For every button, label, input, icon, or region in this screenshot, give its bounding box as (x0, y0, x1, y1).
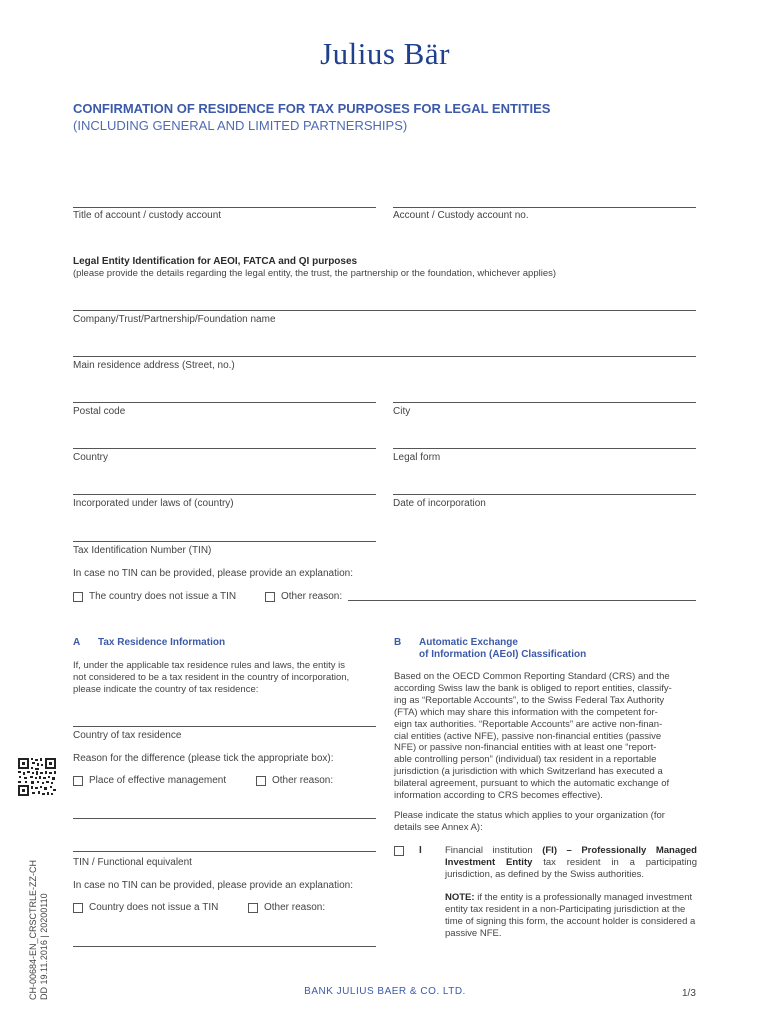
body-line: cial entities (active NFE), passive non-financial entities (passive (394, 730, 662, 742)
section-b-body (394, 671, 697, 802)
other-reason-field[interactable] (348, 600, 696, 601)
section-b-title-line2: of Information (AEoI) Classification (419, 649, 587, 660)
other-reason-checkbox[interactable] (265, 592, 275, 602)
a-other-reason-label: Other reason: (272, 775, 334, 786)
a-no-tin-label: Country does not issue a TIN (89, 902, 219, 913)
form-code-line2: DD 19.11.2016 | 20200110 (39, 893, 49, 1000)
tin-label: Tax Identification Number (TIN) (73, 545, 212, 556)
body-line: information according to CRS becomes effective). (394, 790, 603, 802)
section-a-intro (73, 660, 349, 696)
date-incorporation-field[interactable] (393, 494, 696, 495)
body-line: able controlling person” (individual) tax resident in a reportable (394, 754, 657, 766)
fi-note (445, 892, 697, 940)
fi-item-post: tax resident in a participating jurisdiction, as defined by the Swiss authorities. (445, 856, 697, 880)
a-tin-label: TIN / Functional equivalent (73, 857, 192, 868)
entity-name-label: Company/Trust/Partnership/Foundation name (73, 314, 276, 325)
postal-code-field[interactable] (73, 402, 376, 403)
form-code-vertical (28, 860, 50, 1000)
section-a-letter: A (73, 637, 81, 648)
country-field[interactable] (73, 448, 376, 449)
date-incorporation-label: Date of incorporation (393, 498, 486, 509)
tin-field[interactable] (73, 541, 376, 542)
legal-form-field[interactable] (393, 448, 696, 449)
body-line: (FTA) which may share this information with the competent for- (394, 706, 658, 718)
qr-code (17, 757, 57, 797)
note-text: if the entity is a professionally managed investment entity tax resident in a non-Participating jurisdiction at the time of signing this form, the account holder is considered a passive NFE. (445, 892, 696, 939)
a-no-tin-checkbox[interactable] (73, 903, 83, 913)
section-b-letter: B (394, 637, 402, 648)
legal-form-label: Legal form (393, 452, 441, 463)
item-numeral: I (419, 845, 422, 856)
page-subtitle: (INCLUDING GENERAL AND LIMITED PARTNERSHIPS) (73, 118, 408, 133)
intro-line: please indicate the country of tax residence: (73, 683, 259, 695)
footer-bank-name: BANK JULIUS BAER & CO. LTD. (304, 986, 466, 997)
body-line: jurisdiction (a jurisdiction with which Switzerland has executed a (394, 766, 663, 778)
body-line: NFE) or passive non-financial entities with at least one “report- (394, 742, 657, 754)
form-code-line1: CH-00684-EN_CRSCTRLE-ZZ-CH (28, 859, 38, 1000)
address-label: Main residence address (Street, no.) (73, 360, 235, 371)
a-other-reason2-checkbox[interactable] (248, 903, 258, 913)
a-other-reason-checkbox[interactable] (256, 776, 266, 786)
a-other-reason-field[interactable] (73, 818, 376, 819)
tax-residence-country-label: Country of tax residence (73, 730, 182, 741)
legal-entity-note: (please provide the details regarding the legal entity, the trust, the partnership or the foundation, whichever applies) (73, 268, 557, 279)
body-line: eign tax authorities. “Reportable Accounts” are active non-finan- (394, 718, 663, 730)
fi-item-text (445, 845, 697, 881)
entity-name-field[interactable] (73, 310, 696, 311)
account-title-field[interactable] (73, 207, 376, 208)
julius-baer-logo: Julius Bär (320, 36, 450, 71)
no-tin-text: In case no TIN can be provided, please provide an explanation: (73, 568, 353, 579)
fi-item-pre: Financial institution (445, 845, 543, 856)
place-management-checkbox[interactable] (73, 776, 83, 786)
body-line: ing as “Reportable Accounts”, to the Swiss Federal Tax Authority (394, 694, 665, 706)
body-line: bilateral agreement, pursuant to which the automatic exchange of (394, 778, 670, 790)
a-other-reason2-field[interactable] (73, 946, 376, 947)
intro-line: not considered to be a tax resident in the country of incorporation, (73, 671, 350, 683)
account-number-field[interactable] (393, 207, 696, 208)
legal-entity-heading: Legal Entity Identification for AEOI, FATCA and QI purposes (73, 256, 358, 267)
page-title: CONFIRMATION OF RESIDENCE FOR TAX PURPOSES FOR LEGAL ENTITIES (73, 101, 551, 116)
a-other-reason2-label: Other reason: (264, 902, 326, 913)
page-number: 1/3 (682, 988, 696, 999)
city-field[interactable] (393, 402, 696, 403)
tax-residence-country-field[interactable] (73, 726, 376, 727)
country-label: Country (73, 452, 109, 463)
reason-difference-text: Reason for the difference (please tick the appropriate box): (73, 753, 334, 764)
status-line: Please indicate the status which applies to your organization (for (394, 810, 665, 821)
fi-item-bold: (FI) – Professionally Managed Investment Entity (445, 845, 697, 868)
incorporated-field[interactable] (73, 494, 376, 495)
section-b-title-line1: Automatic Exchange (419, 637, 518, 648)
section-b-status-text (394, 810, 697, 834)
place-management-label: Place of effective management (89, 775, 227, 786)
no-tin-checkbox[interactable] (73, 592, 83, 602)
incorporated-label: Incorporated under laws of (country) (73, 498, 234, 509)
address-field[interactable] (73, 356, 696, 357)
note-label: NOTE: (445, 892, 475, 903)
section-a-title: Tax Residence Information (98, 637, 226, 648)
account-title-label: Title of account / custody account (73, 210, 222, 221)
body-line: according Swiss law the bank is obliged to report entities, classify- (394, 682, 672, 694)
fi-investment-entity-checkbox[interactable] (394, 846, 404, 856)
status-line: details see Annex A): (394, 821, 483, 833)
intro-line: If, under the applicable tax residence rules and laws, the entity is (73, 660, 345, 671)
other-reason-label: Other reason: (281, 591, 343, 602)
no-tin-option-label: The country does not issue a TIN (89, 591, 237, 602)
postal-code-label: Postal code (73, 406, 126, 417)
city-label: City (393, 406, 411, 417)
account-number-label: Account / Custody account no. (393, 210, 529, 221)
body-line: Based on the OECD Common Reporting Standard (CRS) and the (394, 671, 670, 682)
a-no-tin-text: In case no TIN can be provided, please provide an explanation: (73, 880, 353, 891)
a-tin-field[interactable] (73, 851, 376, 852)
